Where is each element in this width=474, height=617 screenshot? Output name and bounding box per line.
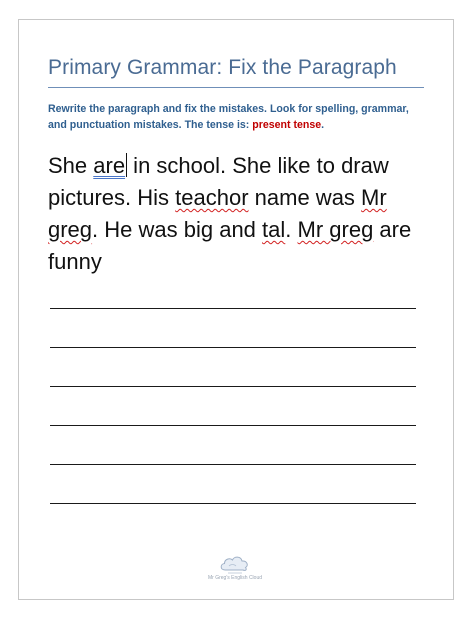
grammar-error-word: are <box>93 153 126 178</box>
spelling-error-word: Mr greg <box>297 217 374 242</box>
answer-line[interactable] <box>50 503 416 504</box>
title-divider <box>48 87 424 88</box>
answer-line[interactable] <box>50 464 416 465</box>
instructions-period: . <box>321 119 325 131</box>
brand-logo <box>198 554 272 590</box>
error-paragraph[interactable] <box>48 150 428 278</box>
paragraph-text: . <box>285 217 298 242</box>
paragraph-text: are funny <box>48 217 412 274</box>
spelling-error-word: teachor <box>175 185 249 210</box>
answer-line[interactable] <box>50 386 416 387</box>
instructions-text: Rewrite the paragraph and fix the mistakes. Look for spelling, grammar, and punctuation mistakes. The tense is: <box>48 103 409 131</box>
logo-text: Mr Greg's English Cloud <box>207 575 263 581</box>
paragraph-text: . He was big and <box>92 217 263 242</box>
answer-line[interactable] <box>50 308 416 309</box>
answer-line[interactable] <box>50 347 416 348</box>
spelling-error-word: Mr greg <box>48 185 387 242</box>
tense-value: present tense <box>252 119 322 131</box>
cloud-icon <box>218 554 252 574</box>
paragraph-text: She <box>48 153 94 178</box>
answer-line[interactable] <box>50 425 416 426</box>
instructions <box>48 101 428 133</box>
paragraph-text: in school. She like to draw pictures. His <box>48 153 389 210</box>
paragraph-text: name was <box>248 185 362 210</box>
worksheet-title: Primary Grammar: Fix the Paragraph <box>48 56 397 79</box>
spelling-error-word: tal <box>262 217 286 242</box>
